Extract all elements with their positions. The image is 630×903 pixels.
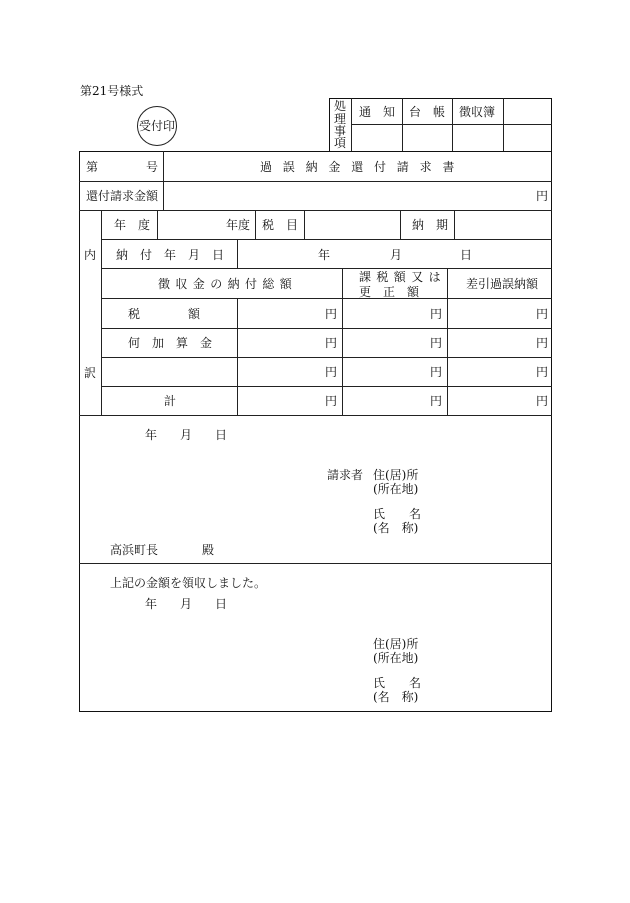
receiver-address-label: 住(居)所: [373, 637, 419, 651]
processing-col-notice: 通 知: [359, 105, 396, 119]
request-date-year: 年: [145, 428, 158, 442]
fiscal-year-label: 年 度: [114, 218, 151, 232]
col-header-corrected-line2: 更 正 額: [359, 285, 420, 299]
receiver-name-sub: (名 称): [373, 690, 419, 704]
receipt-text: 上記の金額を領収しました。: [110, 576, 267, 590]
payment-date-year: 年: [318, 248, 331, 262]
yen-r1-c1: 円: [325, 307, 338, 321]
breakdown-side-label-bottom: 訳: [84, 366, 97, 380]
refund-amount-label: 還付請求金額: [86, 189, 159, 203]
col-header-corrected-line1: 課税額又は: [359, 270, 447, 284]
yen-r3-c1: 円: [325, 365, 338, 379]
row-label-total: 計: [164, 394, 177, 408]
processing-char-2: 理: [334, 112, 347, 126]
reception-stamp-label: 受付印: [139, 119, 176, 133]
addressee-honorific: 殿: [202, 543, 215, 557]
receipt-date-month: 月: [180, 597, 193, 611]
receipt-date-day: 日: [215, 597, 228, 611]
col-header-overpaid: 差引過誤納額: [466, 277, 539, 291]
payment-date-day: 日: [460, 248, 473, 262]
yen-r4-c2: 円: [430, 394, 443, 408]
processing-col-collection-book: 徴収簿: [459, 105, 496, 119]
yen-r3-c2: 円: [430, 365, 443, 379]
processing-char-1: 処: [334, 99, 347, 113]
payment-date-month: 月: [390, 248, 403, 262]
addressee: 高浜町長: [110, 543, 159, 557]
request-date-month: 月: [180, 428, 193, 442]
yen-r4-c3: 円: [536, 394, 549, 408]
breakdown-side-label-top: 内: [84, 248, 97, 262]
yen-r2-c1: 円: [325, 336, 338, 350]
payment-period-label: 納 期: [412, 218, 449, 232]
row-label-tax: 税 額: [128, 307, 201, 321]
processing-char-3: 事: [334, 124, 347, 138]
form-title: 過誤納金還付請求書: [260, 160, 466, 174]
payment-date-label: 納 付 年 月 日: [116, 248, 225, 262]
processing-col-ledger: 台 帳: [409, 105, 446, 119]
col-header-total-paid: 徴収金の納付総額: [158, 277, 298, 291]
number-label: 第 号: [86, 160, 159, 174]
yen-r2-c3: 円: [536, 336, 549, 350]
receiver-name-label: 氏 名: [373, 676, 422, 690]
claimant-label: 請求者: [327, 468, 364, 482]
yen-r3-c3: 円: [536, 365, 549, 379]
row-label-surcharge: 何 加 算 金: [128, 336, 213, 350]
form-number: 第21号様式: [80, 84, 144, 98]
claimant-name-label: 氏 名: [373, 507, 422, 521]
request-date-day: 日: [215, 428, 228, 442]
yen-r1-c2: 円: [430, 307, 443, 321]
receipt-date-year: 年: [145, 597, 158, 611]
yen-r1-c3: 円: [536, 307, 549, 321]
claimant-address-sub: (所在地): [373, 482, 419, 496]
yen-r4-c1: 円: [325, 394, 338, 408]
fiscal-year-suffix: 年度: [226, 218, 251, 232]
processing-char-4: 項: [334, 136, 347, 150]
claimant-name-sub: (名 称): [373, 521, 419, 535]
claimant-address-label: 住(居)所: [373, 468, 419, 482]
tax-item-label: 税 目: [262, 218, 299, 232]
receiver-address-sub: (所在地): [373, 651, 419, 665]
refund-amount-yen: 円: [536, 189, 549, 203]
yen-r2-c2: 円: [430, 336, 443, 350]
